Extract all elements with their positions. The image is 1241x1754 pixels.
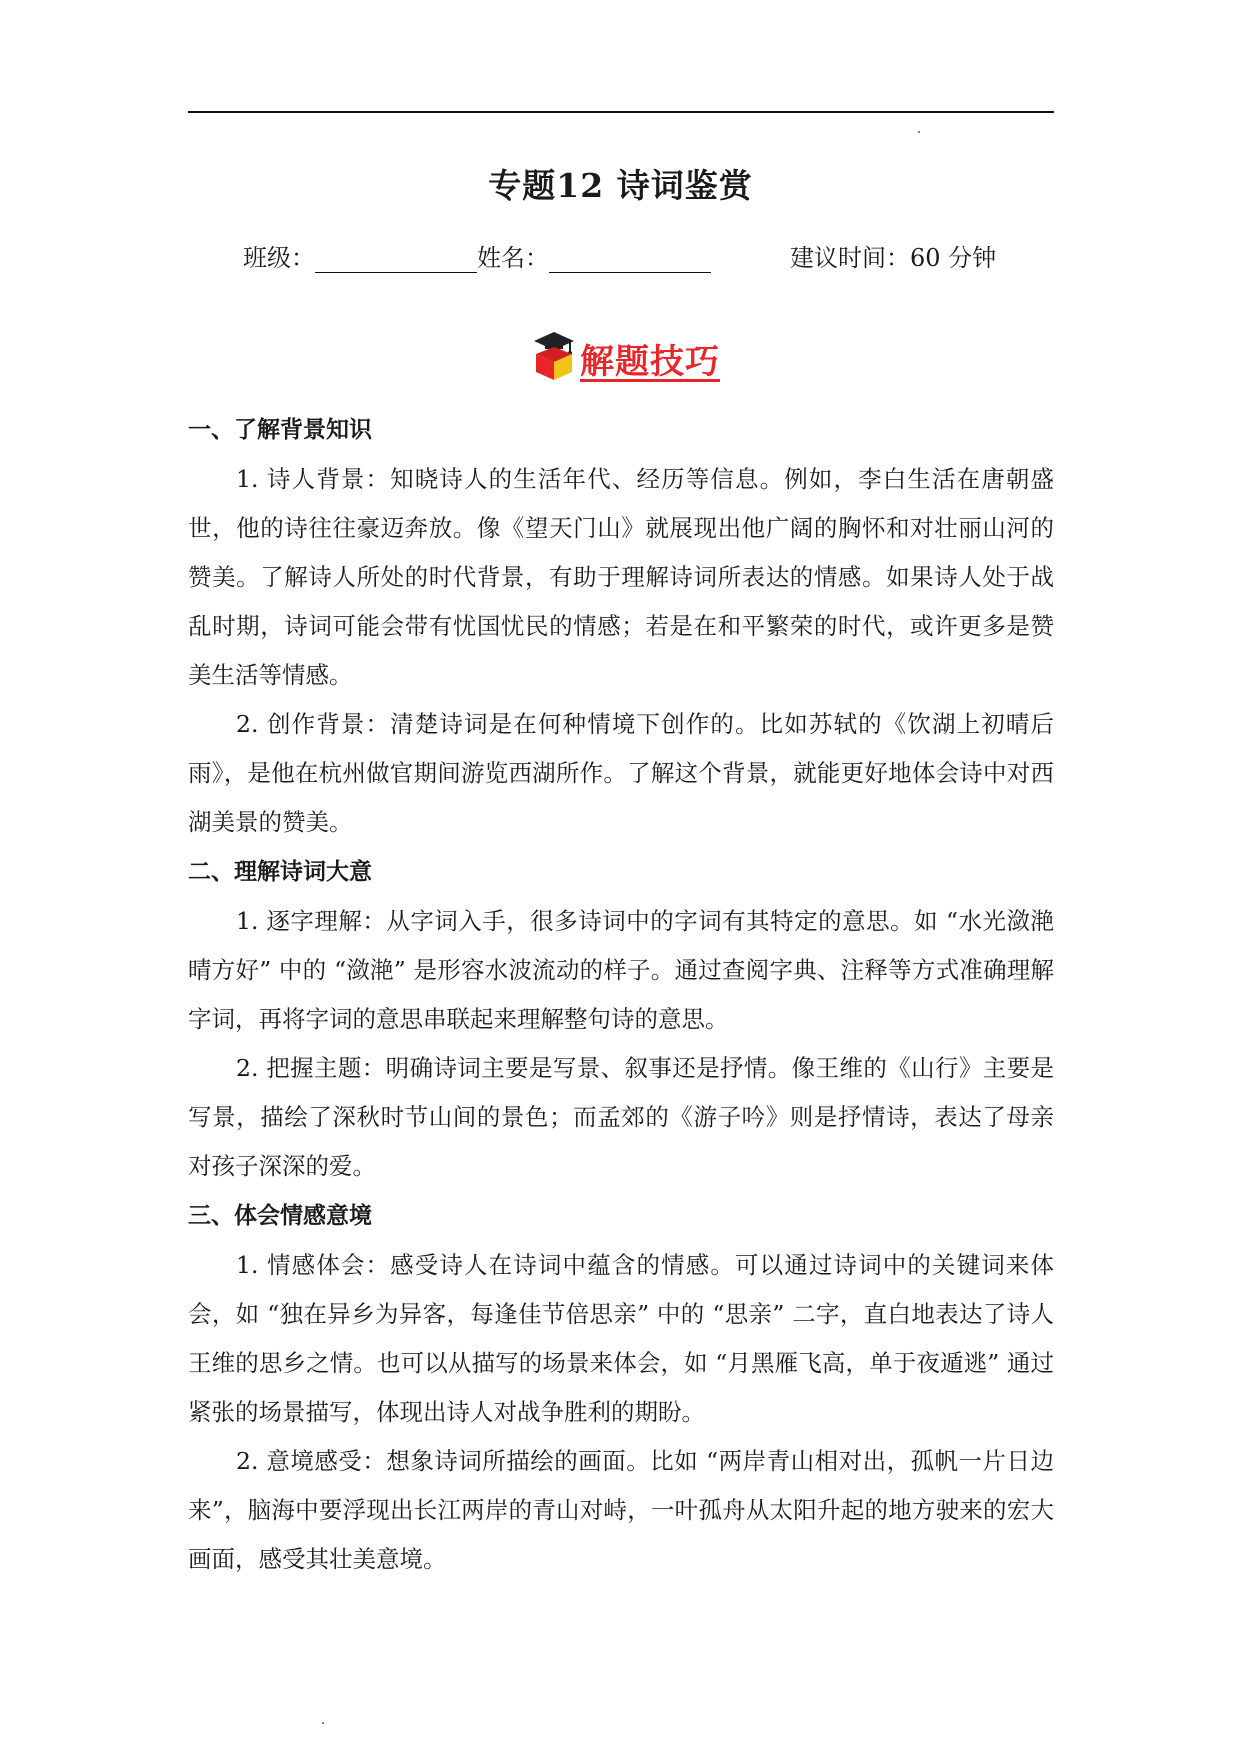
section-heading: 二、理解诗词大意: [188, 859, 372, 885]
decorative-dot: [322, 1722, 324, 1724]
paragraph: 2. 意境感受：想象诗词所描绘的画面。比如 “两岸青山相对出，孤帆一片日边来”，脑海中要浮现出长江两岸的青山对峙，一叶孤舟从太阳升起的地方驶来的宏大画面，感受其壮美意境。: [188, 1447, 1054, 1573]
main-content: [188, 405, 1054, 1584]
name-blank-line[interactable]: [549, 244, 711, 273]
paragraph: 2. 把握主题：明确诗词主要是写景、叙事还是抒情。像王维的《山行》主要是写景，描绘了深秋时节山间的景色；而孟郊的《游子吟》则是抒情诗，表达了母亲对孩子深深的爱。: [188, 1054, 1054, 1180]
tips-heading: 解题技巧: [580, 342, 720, 382]
section-meaning: [188, 847, 1054, 1191]
class-field: [243, 238, 711, 273]
section-heading: 一、了解背景知识: [188, 417, 372, 443]
tips-badge: [532, 330, 720, 382]
paragraph: 1. 诗人背景：知晓诗人的生活年代、经历等信息。例如，李白生活在唐朝盛世，他的诗往往豪迈奔放。像《望天门山》就展现出他广阔的胸怀和对壮丽山河的赞美。了解诗人所处的时代背景，有助于理解诗词所表达的情感。如果诗人处于战乱时期，诗词可能会带有忧国忧民的情感；若是在和平繁荣的时代，或许更多是赞美生活等情感。: [188, 465, 1054, 689]
paragraph: 1. 逐字理解：从字词入手，很多诗词中的字词有其特定的意思。如 “水光潋滟晴方好” 中的 “潋滟” 是形容水波流动的样子。通过查阅字典、注释等方式准确理解字词，再将字词的意思串联起来理解整句诗的意思。: [188, 907, 1054, 1033]
section-background: [188, 405, 1054, 847]
book-graduation-cap-icon: [532, 330, 576, 382]
class-label: 班级：: [243, 244, 315, 272]
decorative-dot: [918, 131, 920, 133]
name-label: 姓名：: [477, 244, 549, 272]
paragraph: 1. 情感体会：感受诗人在诗词中蕴含的情感。可以通过诗词中的关键词来体会，如 “独在异乡为异客，每逢佳节倍思亲” 中的 “思亲” 二字，直白地表达了诗人王维的思乡之情。也可以从描写的场景来体会，如 “月黑雁飞高，单于夜遁逃” 通过紧张的场景描写，体现出诗人对战争胜利的期盼。: [188, 1251, 1054, 1426]
page-title: 专题12 诗词鉴赏: [488, 166, 753, 205]
class-blank-line[interactable]: [315, 244, 477, 273]
section-emotion: [188, 1191, 1054, 1584]
suggested-time: 建议时间：60 分钟: [790, 244, 997, 272]
section-heading: 三、体会情感意境: [188, 1203, 372, 1229]
header-rule: [188, 111, 1054, 113]
paragraph: 2. 创作背景：清楚诗词是在何种情境下创作的。比如苏轼的《饮湖上初晴后雨》，是他在杭州做官期间游览西湖所作。了解这个背景，就能更好地体会诗中对西湖美景的赞美。: [188, 710, 1054, 836]
